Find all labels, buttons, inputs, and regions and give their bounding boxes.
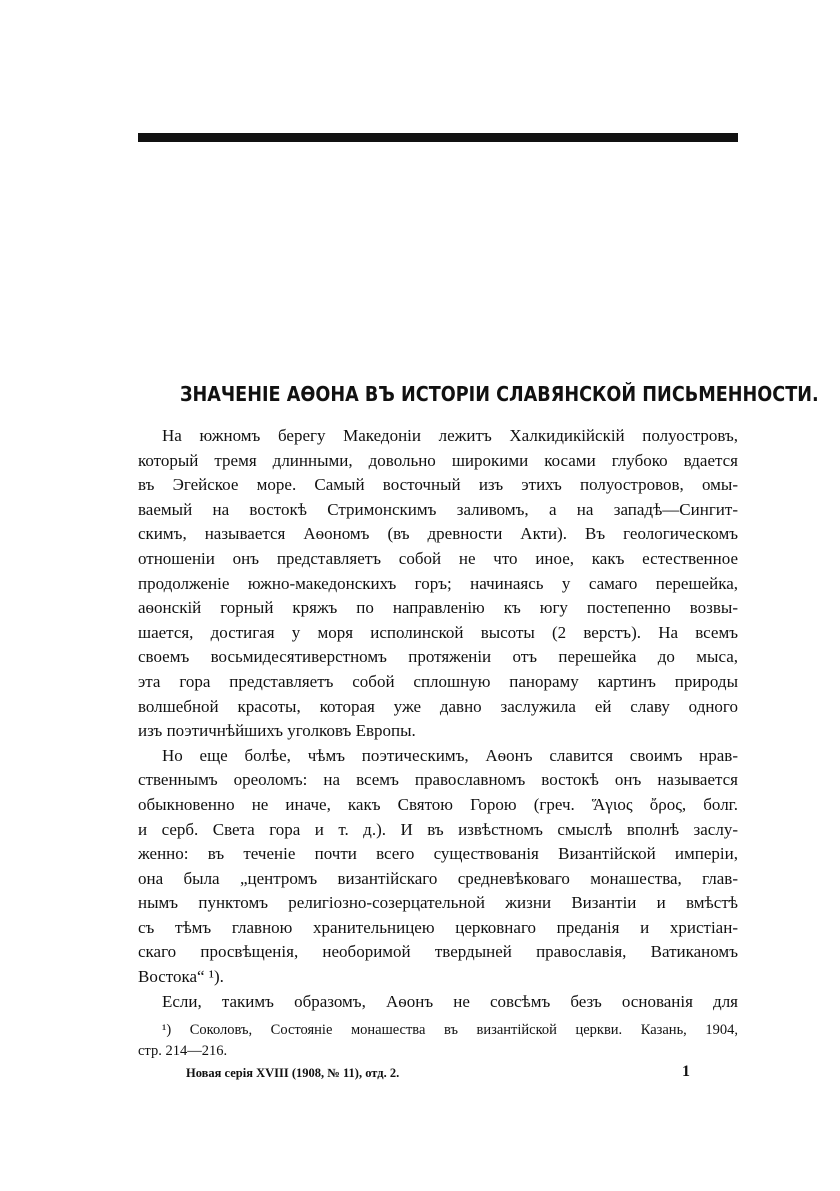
body-line: который тремя длинными, довольно широкими косами глубоко вдается xyxy=(138,450,738,470)
page-number: 1 xyxy=(682,1063,690,1080)
article-body xyxy=(138,424,738,1014)
body-line: въ Эгейское море. Самый восточный изъ этихъ полуостровов, омы- xyxy=(138,475,738,495)
body-line: Если, такимъ образомъ, Аѳонъ не совсѣмъ безъ основанiя для xyxy=(162,991,738,1011)
body-line: скаго просвѣщенiя, необоримой твердыней православiя, Ватиканомъ xyxy=(138,942,738,962)
signature-mark: Новая серiя XVIII (1908, № 11), отд. 2. xyxy=(186,1066,400,1080)
body-line: изъ поэтичнѣйшихъ уголковъ Европы. xyxy=(138,721,416,741)
footnotes xyxy=(138,1020,738,1062)
body-line: она была „центромъ византiйскаго средневѣковаго монашества, глав- xyxy=(138,868,738,888)
body-line: скимъ, называется Аѳономъ (въ древности Акти). Въ геологическомъ xyxy=(138,524,738,544)
body-line: продолженiе южно-македонскихъ горъ; начинаясь у самаго перешейка, xyxy=(138,573,738,593)
footnote-line: ¹) Соколовъ, Состоянiе монашества въ византiйской церкви. Казань, 1904, xyxy=(162,1022,738,1038)
body-line: Востока“ ¹). xyxy=(138,967,224,987)
body-line: отношенiи онъ представляетъ собой не что иное, какъ естественное xyxy=(138,548,738,568)
body-line: и серб. Света гора и т. д.). И въ извѣстномъ смыслѣ вполнѣ заслу- xyxy=(138,819,738,839)
body-line: нымъ пунктомъ религiозно-созерцательной жизни Византiи и вмѣстѣ xyxy=(138,893,738,913)
body-line: обыкновенно не иначе, какъ Святою Горою (греч. Ἅγιος ὄρος, болг. xyxy=(138,794,738,814)
page-title: ЗНАЧЕНIЕ АѲОНА ВЪ ИСТОРIИ СЛАВЯНСКОЙ ПИСЬМЕННОСТИ. xyxy=(180,382,819,406)
body-line: ваемый на востокѣ Стримонскимъ заливомъ, а на западѣ—Сингит- xyxy=(138,499,738,519)
body-line: женно: въ теченiе почти всего существованiя Византiйской имперiи, xyxy=(138,844,738,864)
body-line: Но еще болѣе, чѣмъ поэтическимъ, Аѳонъ славится своимъ нрав- xyxy=(162,745,738,765)
body-line: аѳонскiй горный кряжъ по направленiю къ югу постепенно возвы- xyxy=(138,598,738,618)
body-line: ственнымъ ореоломъ: на всемъ православномъ востокѣ онъ называется xyxy=(138,770,738,790)
body-line: шается, достигая у моря исполинской высоты (2 верстъ). На всемъ xyxy=(138,622,738,642)
footnote-line: стр. 214—216. xyxy=(138,1043,228,1059)
body-line: своемъ восьмидесятиверстномъ протяженiи отъ перешейка до мыса, xyxy=(138,647,738,667)
body-line: На южномъ берегу Македонiи лежитъ Халкидикiйскiй полуостровъ, xyxy=(162,426,738,445)
body-line: съ тѣмъ главною хранительницею церковнаго преданiя и христiан- xyxy=(138,917,738,937)
body-line: волшебной красоты, которая уже давно заслужила ей славу одного xyxy=(138,696,738,716)
body-line: эта гора представляетъ собой сплошную панораму картинъ природы xyxy=(138,671,738,691)
header-rule xyxy=(138,133,738,142)
